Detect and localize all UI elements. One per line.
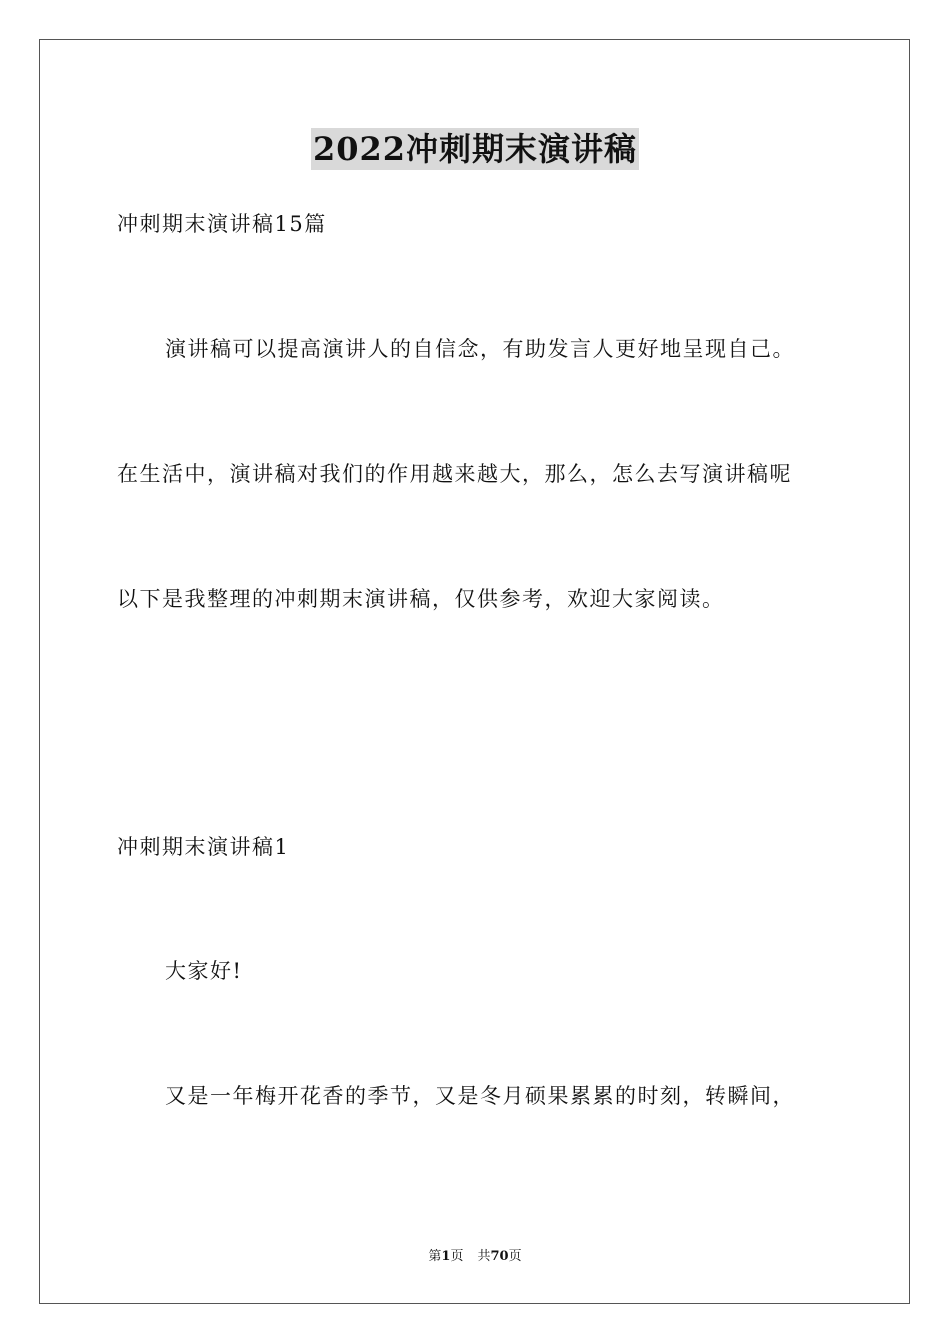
paragraph-line: 演讲稿可以提高演讲人的自信念，有助发言人更好地呈现自己。	[165, 337, 795, 361]
paragraph-line: 在生活中，演讲稿对我们的作用越来越大，那么，怎么去写演讲稿呢	[117, 462, 792, 486]
total-pages: 70	[490, 1249, 509, 1264]
page-prefix: 第	[428, 1249, 442, 1264]
document-title-text: 2022冲刺期末演讲稿	[312, 130, 638, 168]
document-title	[0, 128, 950, 170]
section-heading: 冲刺期末演讲稿1	[117, 835, 290, 859]
total-prefix: 共	[477, 1249, 491, 1264]
page-number: 1	[441, 1249, 451, 1264]
paragraph-line: 又是一年梅开花香的季节，又是冬月硕果累累的时刻，转瞬间，	[165, 1084, 795, 1108]
page-suffix: 页	[450, 1249, 464, 1264]
total-suffix: 页	[508, 1249, 522, 1264]
paragraph-line: 以下是我整理的冲刺期末演讲稿，仅供参考，欢迎大家阅读。	[117, 587, 725, 611]
subtitle-line: 冲刺期末演讲稿15篇	[117, 212, 327, 236]
page-footer	[0, 1248, 950, 1266]
greeting-line: 大家好!	[165, 959, 243, 983]
